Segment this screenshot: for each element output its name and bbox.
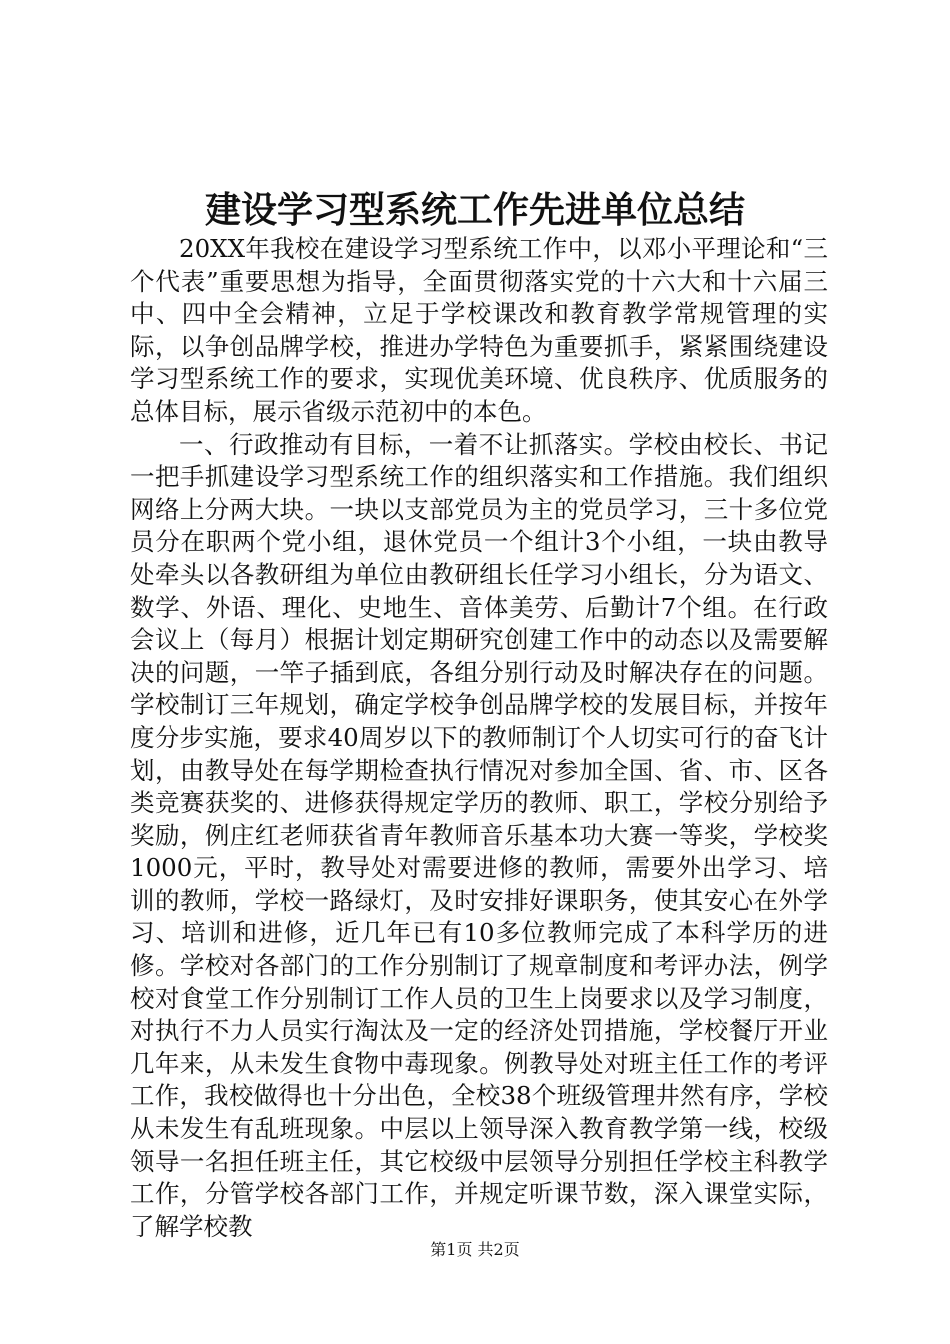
- document-body: [130, 233, 828, 1243]
- paragraph-intro: 20XX年我校在建设学习型系统工作中，以邓小平理论和“三个代表”重要思想为指导，全面贯彻落实党的十六大和十六届三中、四中全会精神，立足于学校课改和教育教学常规管理的实际，以争创品牌学校，推进办学特色为重要抓手，紧紧围绕建设学习型系统工作的要求，实现优美环境、优良秩序、优质服务的总体目标，展示省级示范初中的本色。: [130, 234, 828, 426]
- document-title: 建设学习型系统工作先进单位总结: [204, 189, 745, 231]
- page-number-footer: 第1页 共2页: [430, 1240, 520, 1259]
- paragraph-section-one: 一、行政推动有目标，一着不让抓落实。学校由校长、书记一把手抓建设学习型系统工作的组织落实和工作措施。我们组织网络上分两大块。一块以支部党员为主的党员学习，三十多位党员分在职两个党小组，退休党员一个组计3个小组，一块由教导处牵头以各教研组为单位由教研组长任学习小组长，分为语文、数学、外语、理化、史地生、音体美劳、后勤计7个组。在行政会议上（每月）根据计划定期研究创建工作中的动态以及需要解决的问题，一竿子插到底，各组分别行动及时解决存在的问题。学校制订三年规划，确定学校争创品牌学校的发展目标，并按年度分步实施，要求40周岁以下的教师制订个人切实可行的奋飞计划，由教导处在每学期检查执行情况对参加全国、省、市、区各类竞赛获奖的、进修获得规定学历的教师、职工，学校分别给予奖励，例庄红老师获省青年教师音乐基本功大赛一等奖，学校奖1000元，平时，教导处对需要进修的教师，需要外出学习、培训的教师，学校一路绿灯，及时安排好课职务，使其安心在外学习、培训和进修，近几年已有10多位教师完成了本科学历的进修。学校对各部门的工作分别制订了规章制度和考评办法，例学校对食堂工作分别制订工作人员的卫生上岗要求以及学习制度，对执行不力人员实行淘汰及一定的经济处罚措施，学校餐厅开业几年来，从未发生食物中毒现象。例教导处对班主任工作的考评工作，我校做得也十分出色，全校38个班级管理井然有序，学校从未发生有乱班现象。中层以上领导深入教育教学第一线，校级领导一名担任班主任，其它校级中层领导分别担任学校主科教学工作，分管学校各部门工作，并规定听课节数，深入课堂实际，了解学校教: [130, 429, 828, 1241]
